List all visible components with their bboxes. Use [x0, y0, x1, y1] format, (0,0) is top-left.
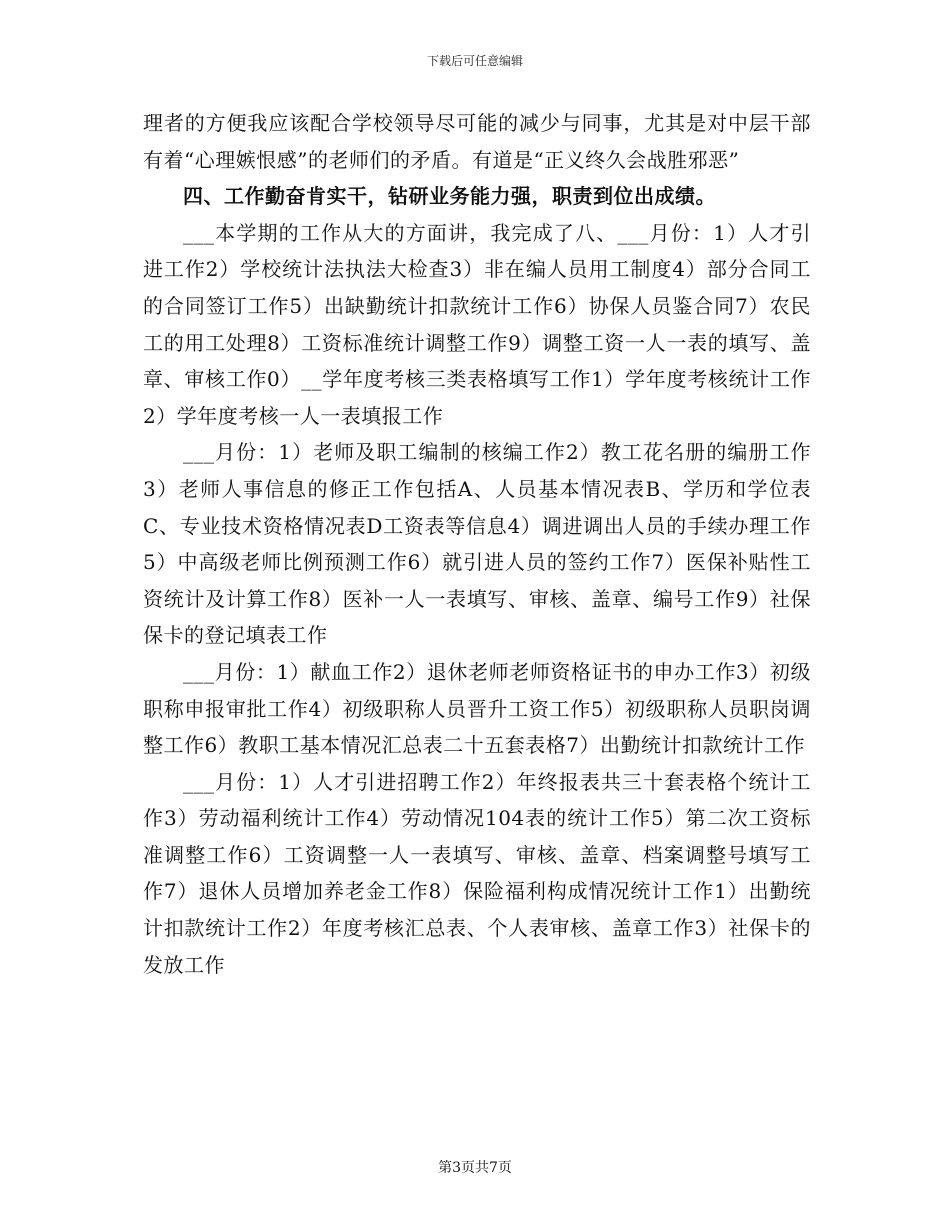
- page-header: 下载后可任意编辑: [426, 54, 523, 68]
- paragraph-month-3: ___月份：1）献血工作2）退休老师老师资格证书的申办工作3）初级职称申报审批工作4）初级职称人员晋升工资工作5）初级职称人员职岗调整工作6）教职工基本情况汇总表二十五套表格7）出勤统计扣款统计工作: [143, 659, 811, 758]
- paragraph-semester-work: ___本学期的工作从大的方面讲，我完成了八、___月份：1）人才引进工作2）学校统计法执法大检查3）非在编人员用工制度4）部分合同工的合同签订工作5）出缺勤统计扣款统计工作6）协保人员鉴合同7）农民工的用工处理8）工资标准统计调整工作9）调整工资一人一表的填写、盖章、审核工作0）__学年度考核三类表格填写工作1）学年度考核统计工作2）学年度考核一人一表填报工作: [143, 220, 811, 428]
- document-body: [143, 105, 811, 983]
- paragraph-month-2: ___月份：1）老师及职工编制的核编工作2）教工花名册的编册工作3）老师人事信息的修正工作包括A、人员基本情况表B、学历和学位表C、专业技术资格情况表D工资表等信息4）调进调出人员的手续办理工作5）中高级老师比例预测工作6）就引进人员的签约工作7）医保补贴性工资统计及计算工作8）医补一人一表填写、审核、盖章、编号工作9）社保保卡的登记填表工作: [143, 440, 811, 648]
- page-number: 第3页共7页: [438, 1160, 512, 1176]
- paragraph-month-4: ___月份：1）人才引进招聘工作2）年终报表共三十套表格个统计工作3）劳动福利统计工作4）劳动情况104表的统计工作5）第二次工资标准调整工作6）工资调整一人一表填写、审核、盖章、档案调整号填写工作7）退休人员增加养老金工作8）保险福利构成情况统计工作1）出勤统计扣款统计工作2）年度考核汇总表、个人表审核、盖章工作3）社保卡的发放工作: [143, 769, 811, 977]
- section-heading: 四、工作勤奋肯实干，钻研业务能力强，职责到位出成绩。: [183, 184, 716, 209]
- paragraph-continuation: 理者的方便我应该配合学校领导尽可能的减少与同事，尤其是对中层干部有着“心理嫉恨感”的老师们的矛盾。有道是“正义终久会战胜邪恶”: [143, 111, 811, 172]
